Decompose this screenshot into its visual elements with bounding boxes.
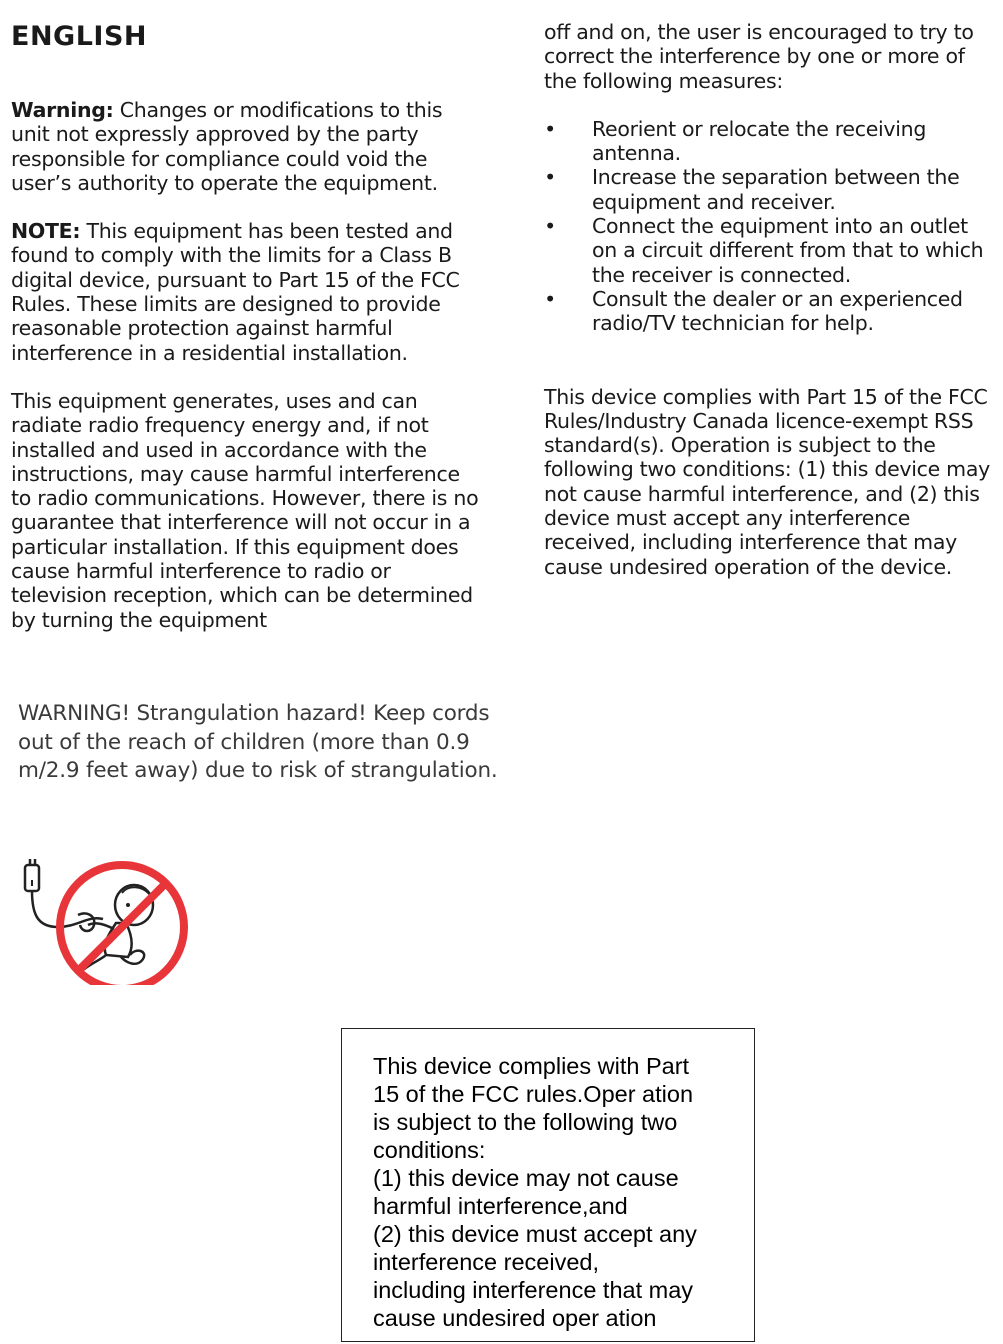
bullet-icon: • — [544, 116, 556, 141]
bullet-icon: • — [544, 165, 556, 190]
no-child-cord-icon — [18, 855, 193, 985]
right-column — [544, 20, 999, 603]
fcc-box-line: interference received, — [373, 1249, 599, 1275]
note-label: NOTE: — [11, 219, 81, 244]
measure-text: Increase the separation between the equipment and receiver. — [592, 165, 960, 214]
fcc-box-line: (2) this device must accept any — [373, 1221, 697, 1247]
note-paragraph — [11, 219, 481, 365]
warning-text: Changes or modifications to this unit not expressly approved by the party responsible for compliance could void the user’s authority to operate the equipment. — [11, 98, 443, 195]
bullet-icon: • — [544, 214, 556, 239]
list-item — [544, 214, 999, 287]
language-heading: ENGLISH — [11, 21, 147, 52]
fcc-box-line: cause undesired oper ation — [373, 1305, 657, 1331]
strangulation-warning: WARNING! Strangulation hazard! Keep cords out of the reach of children (more than 0.9 m/2.9 feet away) due to risk of strangulation. — [18, 701, 498, 783]
continued-paragraph: off and on, the user is encouraged to try to correct the interference by one or more of the following measures: — [544, 20, 974, 93]
fcc-box-line: This device complies with Part — [373, 1053, 690, 1079]
complies-paragraph: This device complies with Part 15 of the FCC Rules/Industry Canada licence-exempt RSS standard(s). Operation is subject to the following two conditions: (1) this device may not cause harmful interference, and (2) this device must accept any interference received, including interference that may cause undesired operation of the device. — [544, 384, 990, 579]
fcc-box-line: (1) this device may not cause — [373, 1165, 679, 1191]
list-item — [544, 165, 999, 214]
generates-paragraph: This equipment generates, uses and can radiate radio frequency energy and, if not installed and used in accordance with the instructions, may cause harmful interference to radio communications. However, there is no guarantee that interference will not occur in a particular installation. If this equipment does cause harmful interference to radio or television reception, which can be determined by turning the equipment — [11, 388, 479, 632]
measures-list — [544, 117, 999, 336]
list-item — [544, 287, 999, 336]
fcc-box-line: including interference that may — [373, 1277, 694, 1303]
measure-text: Consult the dealer or an experienced radio/TV technician for help. — [592, 286, 963, 336]
measure-text: Reorient or relocate the receiving antenna. — [592, 116, 927, 166]
note-text: This equipment has been tested and found to comply with the limits for a Class B digital device, pursuant to Part 15 of the FCC Rules. These limits are designed to provide reasonable protection against harmful interference in a residential installation. — [11, 219, 460, 365]
fcc-box-line: conditions: — [373, 1137, 486, 1163]
fcc-box-line: 15 of the FCC rules.Oper ation — [373, 1081, 694, 1107]
fcc-compliance-box — [341, 1028, 755, 1342]
measure-text: Connect the equipment into an outlet on a circuit different from that to which the receiver is connected. — [592, 214, 984, 287]
list-item — [544, 117, 999, 166]
warning-paragraph — [11, 98, 481, 195]
fcc-box-line: is subject to the following two — [373, 1109, 678, 1135]
warning-label: Warning: — [11, 98, 114, 122]
left-column — [11, 20, 481, 656]
fcc-box-line: harmful interference,and — [373, 1193, 628, 1219]
bullet-icon: • — [544, 286, 556, 311]
